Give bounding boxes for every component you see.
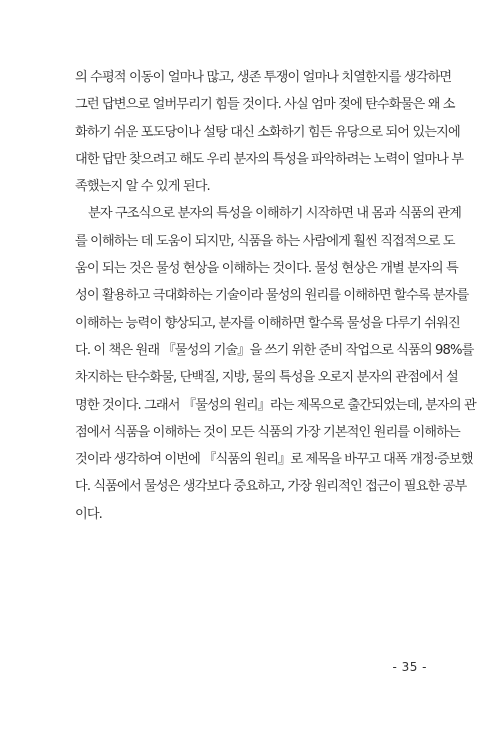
text-line: 것이라 생각하여 이번에 『식품의 원리』로 제목을 바꾸고 대폭 개정·증보했: [75, 452, 473, 468]
text-line: 그런 답변으로 얼버무리기 힘들 것이다. 사실 엄마 젖에 탄수화물은 왜 소: [75, 97, 455, 113]
paragraph-2: [75, 200, 476, 528]
text-line: 를 이해하는 데 도움이 되지만, 식품을 하는 사람에게 훨씬 직접적으로 도: [75, 233, 455, 249]
paragraph-1: [75, 64, 464, 200]
body-text: [75, 64, 476, 528]
text-line: 이다.: [75, 506, 102, 522]
text-line: 성이 활용하고 극대화하는 기술이라 물성의 원리를 이해하면 할수록 분자를: [75, 288, 469, 304]
text-line: 명한 것이다. 그래서 『물성의 원리』라는 제목으로 출간되었는데, 분자의 관: [75, 397, 476, 413]
text-line: 의 수평적 이동이 얼마나 많고, 생존 투쟁이 얼마나 치열한지를 생각하면: [75, 70, 452, 85]
text-line: 다. 이 책은 원래 『물성의 기술』을 쓰기 위한 준비 작업으로 식품의 98%를: [75, 342, 474, 358]
text-line: 화하기 쉬운 포도당이나 설탕 대신 소화하기 힘든 유당으로 되어 있는지에: [75, 124, 460, 140]
text-line: 점에서 식품을 이해하는 것이 모든 식품의 가장 기본적인 원리를 이해하는: [75, 424, 460, 440]
text-line: 대한 답만 찾으려고 해도 우리 분자의 특성을 파악하려는 노력이 얼마나 부: [75, 151, 464, 167]
text-line: 다. 식품에서 물성은 생각보다 중요하고, 가장 원리적인 접근이 필요한 공부: [75, 479, 467, 495]
text-line: 족했는지 알 수 있게 된다.: [75, 179, 210, 195]
page-number: - 35 -: [392, 660, 427, 674]
text-line: 차지하는 탄수화물, 단백질, 지방, 물의 특성을 오로지 분자의 관점에서 설: [75, 370, 458, 386]
text-line: 분자 구조식으로 분자의 특성을 이해하기 시작하면 내 몸과 식품의 관계: [88, 206, 461, 222]
text-line: 이해하는 능력이 향상되고, 분자를 이해하면 할수록 물성을 다루기 쉬워진: [75, 315, 460, 331]
text-line: 움이 되는 것은 물성 현상을 이해하는 것이다. 물성 현상은 개별 분자의 특: [75, 261, 458, 277]
